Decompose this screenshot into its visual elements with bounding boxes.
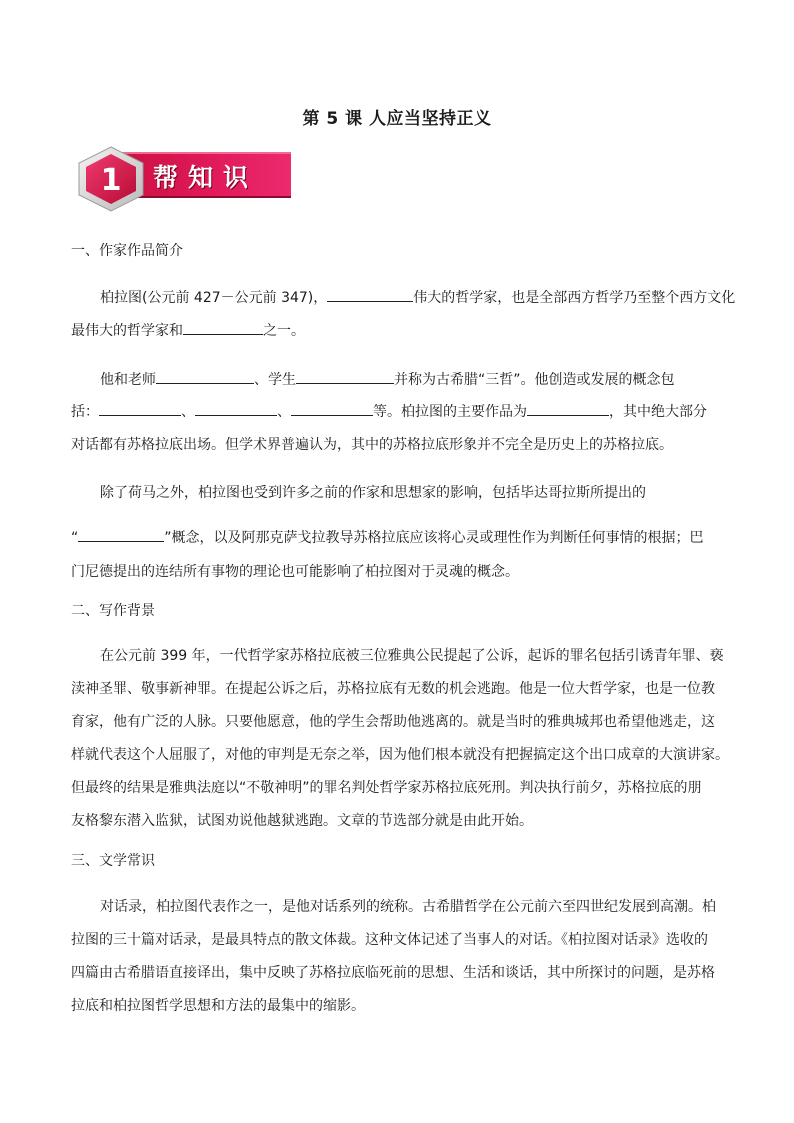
intro-paragraph-3-line-1: 除了荷马之外，柏拉图也受到许多之前的作家和思想家的影响，包括毕达哥拉斯所提出的: [100, 485, 646, 501]
fill-blank[interactable]: [296, 369, 394, 384]
background-line: 在公元前 399 年，一代哲学家苏格拉底被三位雅典公民提起了公诉，起诉的罪名包括引诱青年罪、亵: [100, 648, 724, 664]
lesson-title: 第 5 课 人应当坚持正义: [302, 109, 492, 129]
intro-paragraph-1-line-1: 柏拉图(公元前 427－公元前 347)， 伟大的哲学家，也是全部西方哲学乃至整个西方文化: [100, 287, 735, 307]
fill-blank[interactable]: [156, 369, 254, 384]
fill-blank[interactable]: [291, 401, 373, 416]
literary-line: 拉图的三十篇对话录，是最具特点的散文体裁。这种文体记述了当事人的对话。《柏拉图对话录》选收的: [71, 932, 708, 948]
banner-number-hexagon-icon: [75, 146, 147, 212]
literary-line: 四篇由古希腊语直接译出，集中反映了苏格拉底临死前的思想、生活和谈话，其中所探讨的问题，是苏格: [71, 965, 715, 981]
literary-line: 拉底和柏拉图哲学思想和方法的最集中的缩影。: [71, 998, 365, 1014]
intro-paragraph-3-line-2: “ ”概念，以及阿那克萨戈拉教导苏格拉底应该将心灵或理性作为判断任何事情的根据；巴: [71, 527, 704, 547]
intro-paragraph-2-line-2: 括： 、 、 等。柏拉图的主要作品为 ，其中绝大部分: [71, 401, 707, 421]
section-heading-intro: 一、作家作品简介: [71, 243, 183, 259]
intro-paragraph-1-line-2: 最伟大的哲学家和 之一。: [71, 320, 305, 340]
section-banner: [75, 146, 291, 212]
background-line: 渎神圣罪、敬事新神罪。在提起公诉之后，苏格拉底有无数的机会逃跑。他是一位大哲学家，也是一位教: [71, 681, 715, 697]
fill-blank[interactable]: [327, 287, 413, 302]
intro-paragraph-2-line-3: 对话都有苏格拉底出场。但学术界普遍认为，其中的苏格拉底形象并不完全是历史上的苏格拉底。: [71, 437, 673, 453]
section-heading-background: 二、写作背景: [71, 603, 155, 619]
background-line: 样就代表这个人屈服了，对他的审判是无奈之举，因为他们根本就没有把握搞定这个出口成章的大演讲家。: [71, 747, 729, 763]
literary-line: 对话录，柏拉图代表作之一，是他对话系列的统称。古希腊哲学在公元前六至四世纪发展到高潮。柏: [100, 899, 716, 915]
background-line: 但最终的结果是雅典法庭以“不敬神明”的罪名判处哲学家苏格拉底死刑。判决执行前夕，苏格拉底的朋: [71, 780, 702, 796]
fill-blank[interactable]: [183, 320, 263, 335]
background-line: 育家，他有广泛的人脉。只要他愿意，他的学生会帮助他逃离的。就是当时的雅典城邦也希望他逃走，这: [71, 714, 715, 730]
fill-blank[interactable]: [195, 401, 277, 416]
fill-blank[interactable]: [527, 401, 609, 416]
fill-blank[interactable]: [78, 527, 164, 542]
section-heading-literary-knowledge: 三、文学常识: [71, 853, 155, 869]
fill-blank[interactable]: [99, 401, 181, 416]
banner-label: 帮知识: [153, 163, 259, 192]
intro-paragraph-3-line-3: 门尼德提出的连结所有事物的理论也可能影响了柏拉图对于灵魂的概念。: [71, 564, 519, 580]
banner-number: 1: [100, 163, 122, 198]
intro-paragraph-2-line-1: 他和老师 、学生 并称为古希腊“三哲”。他创造或发展的概念包: [100, 369, 675, 389]
background-line: 友格黎东潜入监狱，试图劝说他越狱逃跑。文章的节选部分就是由此开始。: [71, 813, 533, 829]
